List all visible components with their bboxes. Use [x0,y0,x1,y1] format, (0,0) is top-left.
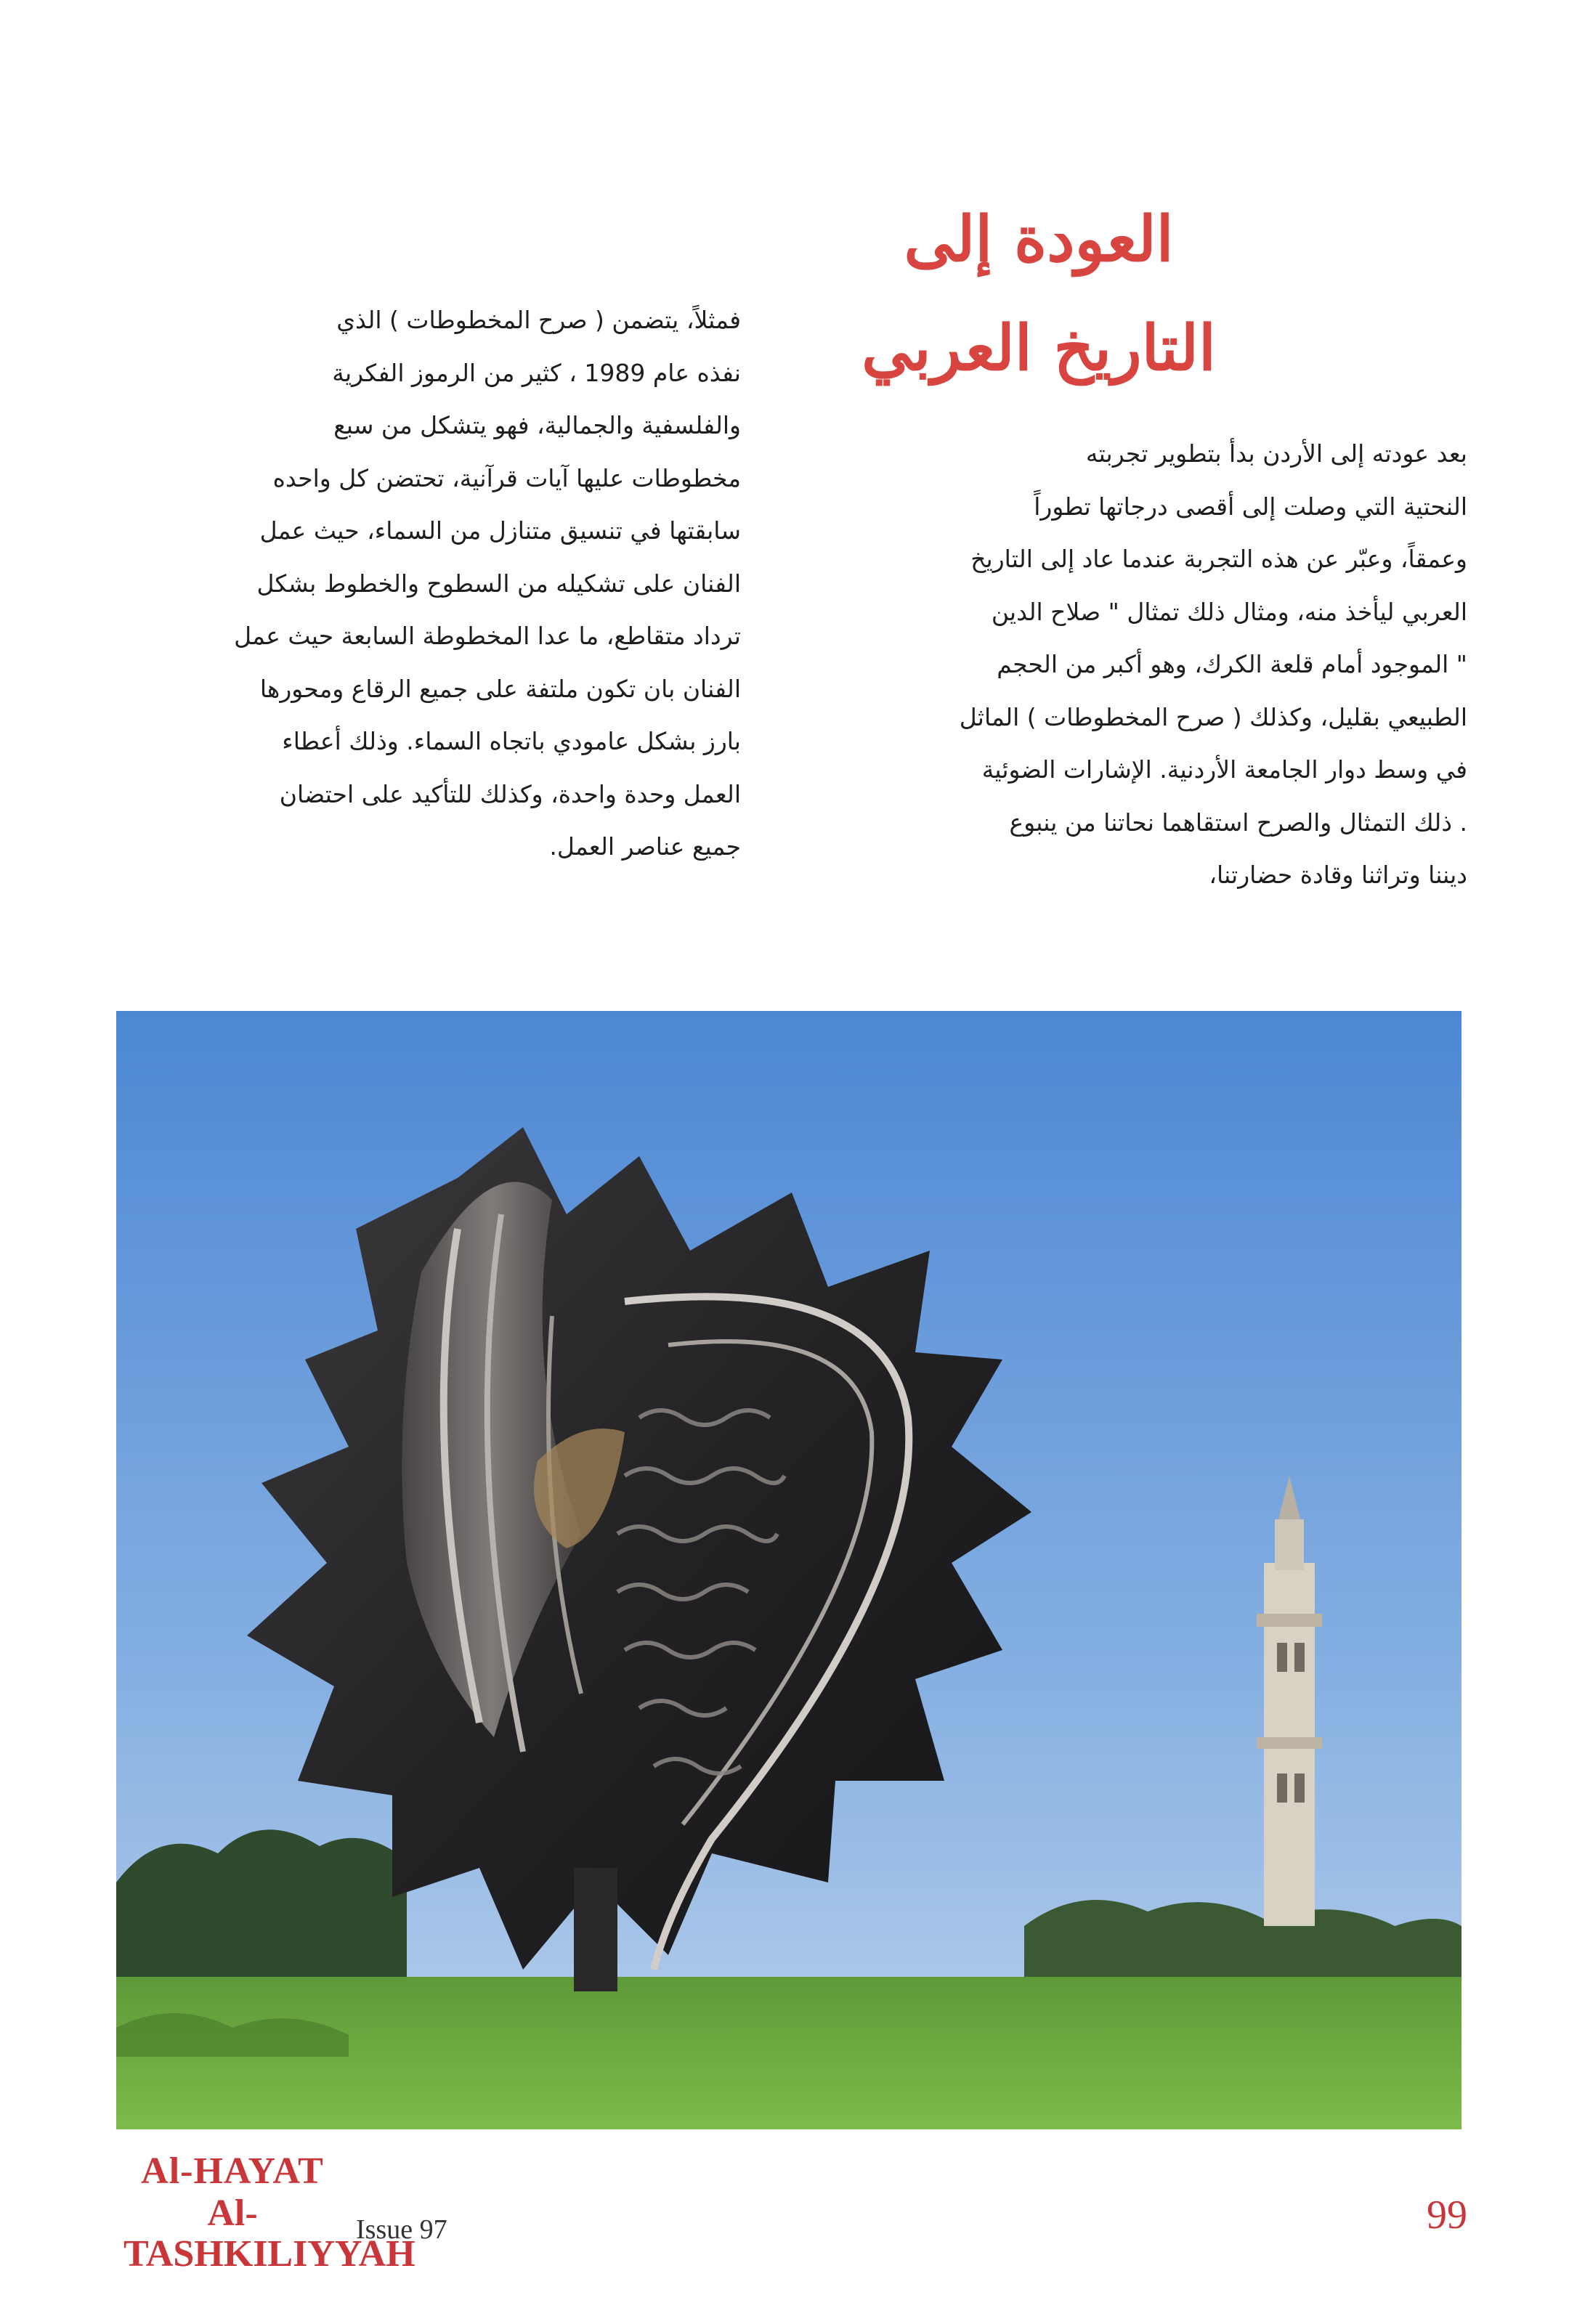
paragraph-line: . ذلك التمثال والصرح استقاهما نحاتنا من ينبوع [1009,808,1467,837]
paragraph-line: ترداد متقاطع، ما عدا المخطوطة السابعة حيث عمل [234,622,741,650]
paragraph-line: ديننا وتراثنا وقادة حضارتنا، [1209,861,1467,889]
paragraph-line: وعمقاً، وعبّر عن هذه التجربة عندما عاد إلى التاريخ [970,545,1467,573]
article-title-line1: العودة إلى [904,203,1174,276]
paragraph-line: سابقتها في تنسيق متنازل من السماء، حيث عمل [259,516,741,545]
paragraph-line: فمثلاً، يتضمن ( صرح المخطوطات ) الذي [336,306,741,334]
paragraph-line: نفذه عام 1989 ، كثير من الرموز الفكرية [332,358,741,387]
paragraph-line: جميع عناصر العمل. [549,832,741,861]
paragraph-line: النحتية التي وصلت إلى أقصى درجاتها تطوراً [1034,492,1467,521]
paragraph-line: بارز بشكل عامودي باتجاه السماء. وذلك أعطاء [282,727,741,755]
article-column-right [835,428,1467,902]
logo-line1: Al-HAYAT [141,2150,324,2192]
article-column-left [109,294,741,874]
paragraph-line: بعد عودته إلى الأردن بدأ بتطوير تجربته [1085,439,1467,468]
paragraph-line: والفلسفية والجمالية، فهو يتشكل من سبع [333,411,741,439]
issue-label: Issue 97 [356,2214,447,2245]
article-title-line2: التاريخ العربي [861,312,1216,385]
page-number: 99 [1427,2193,1467,2238]
paragraph-line: مخطوطات عليها آيات قرآنية، تحتضن كل واحده [272,463,741,492]
paragraph-line: العربي ليأخذ منه، ومثال ذلك تمثال " صلاح الدين [991,597,1467,626]
sculpture-photo [116,1011,1461,2129]
paragraph-line: العمل وحدة واحدة، وكذلك للتأكيد على احتضان [279,779,741,808]
article-title [784,185,1293,403]
logo-line2: Al-TASHKILIYYAH [123,2193,415,2275]
paragraph-line: في وسط دوار الجامعة الأردنية. الإشارات الضوئية [981,755,1467,784]
paragraph-line: الفنان على تشكيله من السطوح والخطوط بشكل [256,569,741,598]
paragraph-line: " الموجود أمام قلعة الكرك، وهو أكبر من الحجم [997,650,1467,678]
paragraph-line: الفنان بان تكون ملتفة على جميع الرقاع ومحورها [259,674,741,703]
paragraph-line: الطبيعي بقليل، وكذلك ( صرح المخطوطات ) الماثل [959,702,1467,731]
